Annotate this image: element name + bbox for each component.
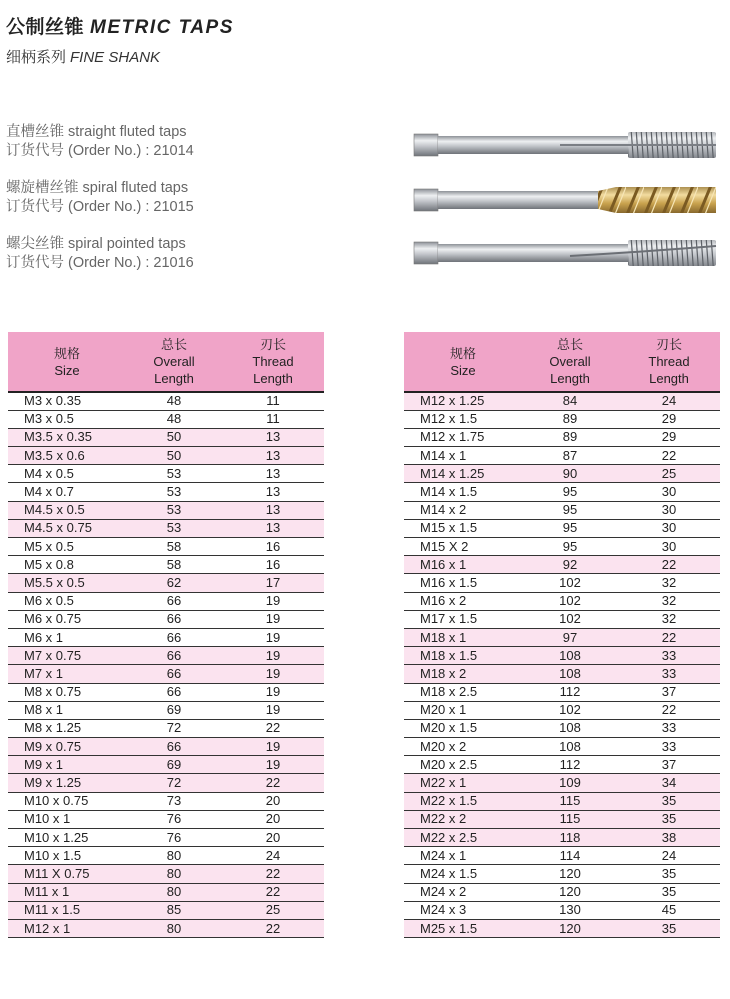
title-en: METRIC TAPS: [90, 17, 234, 38]
table-row: [404, 738, 720, 756]
size-cell: M20 x 2.5: [404, 756, 522, 774]
table-row: [404, 701, 720, 719]
thread-length-cell: 19: [222, 592, 324, 610]
table-row: [8, 683, 324, 701]
straight-fluted-tap-image: [410, 128, 720, 162]
overall-header-cn: 总长: [556, 337, 583, 352]
thread-length-cell: 13: [222, 519, 324, 537]
tap-type-order-no: 订货代号 (Order No.) : 21014: [6, 143, 194, 159]
thread-length-column-header: [618, 332, 720, 392]
table-row: [404, 756, 720, 774]
thread-length-cell: 20: [222, 829, 324, 847]
size-cell: M16 x 1.5: [404, 574, 522, 592]
thread-length-cell: 19: [222, 610, 324, 628]
thread-length-cell: 13: [222, 465, 324, 483]
thread-length-cell: 22: [222, 774, 324, 792]
table-row: [8, 719, 324, 737]
table-row: [8, 665, 324, 683]
table-row: [404, 465, 720, 483]
thread-length-cell: 33: [618, 719, 720, 737]
thread-length-cell: 32: [618, 610, 720, 628]
size-cell: M10 x 1: [8, 810, 126, 828]
size-cell: M8 x 1.25: [8, 719, 126, 737]
table-header-row: [404, 332, 720, 392]
size-cell: M9 x 0.75: [8, 738, 126, 756]
size-cell: M24 x 2: [404, 883, 522, 901]
table-row: [8, 756, 324, 774]
size-cell: M12 x 1.75: [404, 428, 522, 446]
table-row: [404, 628, 720, 646]
overall-header-en2: Length: [550, 371, 590, 386]
thread-length-cell: 30: [618, 538, 720, 556]
thread-length-column-header: [222, 332, 324, 392]
overall-length-cell: 97: [522, 628, 618, 646]
table-row: [404, 683, 720, 701]
size-cell: M3 x 0.35: [8, 392, 126, 410]
table-row: [8, 647, 324, 665]
thread-length-cell: 24: [222, 847, 324, 865]
table-row: [8, 774, 324, 792]
overall-header-en1: Overall: [549, 354, 591, 369]
size-cell: M10 x 1.5: [8, 847, 126, 865]
overall-length-cell: 89: [522, 428, 618, 446]
thread-length-cell: 25: [618, 465, 720, 483]
table-row: [404, 810, 720, 828]
overall-length-cell: 130: [522, 901, 618, 919]
size-cell: M10 x 0.75: [8, 792, 126, 810]
size-cell: M20 x 1.5: [404, 719, 522, 737]
overall-length-cell: 102: [522, 574, 618, 592]
thread-length-cell: 22: [618, 701, 720, 719]
overall-length-column-header: [522, 332, 618, 392]
size-cell: M5 x 0.8: [8, 556, 126, 574]
thread-length-cell: 22: [618, 556, 720, 574]
overall-length-cell: 69: [126, 701, 222, 719]
size-cell: M8 x 0.75: [8, 683, 126, 701]
thread-length-cell: 33: [618, 738, 720, 756]
overall-length-cell: 108: [522, 719, 618, 737]
overall-length-column-header: [126, 332, 222, 392]
size-cell: M4.5 x 0.5: [8, 501, 126, 519]
spec-table-left: [8, 332, 324, 938]
size-cell: M14 x 1.5: [404, 483, 522, 501]
thread-length-cell: 30: [618, 483, 720, 501]
overall-length-cell: 102: [522, 592, 618, 610]
overall-length-cell: 66: [126, 647, 222, 665]
thread-length-cell: 13: [222, 483, 324, 501]
size-cell: M20 x 1: [404, 701, 522, 719]
overall-length-cell: 95: [522, 538, 618, 556]
size-cell: M16 x 2: [404, 592, 522, 610]
table-row: [404, 592, 720, 610]
size-cell: M7 x 1: [8, 665, 126, 683]
size-cell: M11 x 1: [8, 883, 126, 901]
tap-type-spiral-fluted: [6, 179, 194, 217]
thread-length-cell: 29: [618, 428, 720, 446]
table-row: [8, 447, 324, 465]
thread-length-cell: 19: [222, 756, 324, 774]
thread-length-cell: 20: [222, 810, 324, 828]
overall-length-cell: 114: [522, 847, 618, 865]
thread-length-cell: 32: [618, 592, 720, 610]
overall-length-cell: 115: [522, 792, 618, 810]
table-row: [404, 392, 720, 410]
table-row: [404, 501, 720, 519]
size-cell: M14 x 1: [404, 447, 522, 465]
overall-length-cell: 115: [522, 810, 618, 828]
overall-length-cell: 112: [522, 756, 618, 774]
thread-header-en2: Length: [649, 371, 689, 386]
table-row: [8, 465, 324, 483]
table-row: [8, 701, 324, 719]
table-header-row: [8, 332, 324, 392]
overall-length-cell: 50: [126, 428, 222, 446]
thread-length-cell: 19: [222, 738, 324, 756]
size-header-cn: 规格: [53, 345, 80, 361]
size-cell: M22 x 2: [404, 810, 522, 828]
thread-length-cell: 24: [618, 847, 720, 865]
overall-length-cell: 53: [126, 519, 222, 537]
table-row: [8, 538, 324, 556]
table-row: [8, 410, 324, 428]
overall-length-cell: 120: [522, 883, 618, 901]
overall-length-cell: 108: [522, 647, 618, 665]
table-row: [8, 847, 324, 865]
overall-length-cell: 62: [126, 574, 222, 592]
thread-header-cn: 刃长: [259, 337, 286, 352]
thread-length-cell: 32: [618, 574, 720, 592]
thread-length-cell: 22: [222, 865, 324, 883]
table-row: [404, 919, 720, 937]
page-subtitle: [6, 46, 160, 67]
overall-length-cell: 80: [126, 865, 222, 883]
overall-length-cell: 87: [522, 447, 618, 465]
thread-length-cell: 37: [618, 683, 720, 701]
size-cell: M6 x 0.5: [8, 592, 126, 610]
overall-length-cell: 102: [522, 610, 618, 628]
overall-header-en2: Length: [154, 371, 194, 386]
size-cell: M22 x 1: [404, 774, 522, 792]
overall-length-cell: 58: [126, 556, 222, 574]
size-cell: M15 x 1.5: [404, 519, 522, 537]
table-row: [404, 538, 720, 556]
thread-length-cell: 13: [222, 447, 324, 465]
overall-length-cell: 73: [126, 792, 222, 810]
overall-length-cell: 85: [126, 901, 222, 919]
size-cell: M3.5 x 0.35: [8, 428, 126, 446]
spec-table-right: [404, 332, 720, 938]
tap-type-spiral-pointed: [6, 235, 194, 273]
tap-type-order-no: 订货代号 (Order No.) : 21016: [6, 255, 194, 271]
thread-length-cell: 38: [618, 829, 720, 847]
size-cell: M14 x 1.25: [404, 465, 522, 483]
table-row: [8, 810, 324, 828]
size-cell: M18 x 1.5: [404, 647, 522, 665]
table-row: [8, 574, 324, 592]
thread-length-cell: 30: [618, 501, 720, 519]
thread-length-cell: 24: [618, 392, 720, 410]
thread-length-cell: 33: [618, 665, 720, 683]
thread-header-en2: Length: [253, 371, 293, 386]
thread-length-cell: 19: [222, 683, 324, 701]
thread-length-cell: 30: [618, 519, 720, 537]
table-row: [8, 865, 324, 883]
thread-length-cell: 35: [618, 919, 720, 937]
size-cell: M24 x 1: [404, 847, 522, 865]
overall-length-cell: 89: [522, 410, 618, 428]
overall-header-en1: Overall: [153, 354, 195, 369]
thread-length-cell: 37: [618, 756, 720, 774]
overall-length-cell: 108: [522, 738, 618, 756]
thread-length-cell: 35: [618, 865, 720, 883]
page-title: [6, 12, 234, 39]
overall-length-cell: 66: [126, 610, 222, 628]
size-cell: M17 x 1.5: [404, 610, 522, 628]
title-cn: 公制丝锥: [6, 17, 85, 38]
size-cell: M4.5 x 0.75: [8, 519, 126, 537]
table-row: [404, 556, 720, 574]
overall-length-cell: 95: [522, 501, 618, 519]
size-cell: M5 x 0.5: [8, 538, 126, 556]
thread-header-cn: 刃长: [655, 337, 682, 352]
table-row: [8, 428, 324, 446]
spec-table-right-body: [404, 392, 720, 938]
size-cell: M11 X 0.75: [8, 865, 126, 883]
size-cell: M15 X 2: [404, 538, 522, 556]
thread-length-cell: 29: [618, 410, 720, 428]
overall-length-cell: 66: [126, 683, 222, 701]
table-row: [8, 483, 324, 501]
table-row: [404, 792, 720, 810]
overall-length-cell: 108: [522, 665, 618, 683]
size-header-en: Size: [450, 362, 476, 378]
size-cell: M12 x 1.25: [404, 392, 522, 410]
thread-length-cell: 22: [618, 628, 720, 646]
size-column-header: [8, 332, 126, 392]
size-header-cn: 规格: [449, 345, 476, 361]
size-cell: M10 x 1.25: [8, 829, 126, 847]
table-row: [8, 556, 324, 574]
table-row: [404, 774, 720, 792]
overall-length-cell: 58: [126, 538, 222, 556]
size-cell: M12 x 1.5: [404, 410, 522, 428]
thread-length-cell: 34: [618, 774, 720, 792]
thread-length-cell: 19: [222, 665, 324, 683]
size-cell: M4 x 0.7: [8, 483, 126, 501]
overall-length-cell: 95: [522, 483, 618, 501]
size-cell: M18 x 1: [404, 628, 522, 646]
thread-length-cell: 17: [222, 574, 324, 592]
thread-length-cell: 22: [222, 919, 324, 937]
size-cell: M22 x 1.5: [404, 792, 522, 810]
thread-length-cell: 22: [222, 883, 324, 901]
table-row: [8, 592, 324, 610]
table-row: [404, 519, 720, 537]
overall-length-cell: 118: [522, 829, 618, 847]
overall-length-cell: 48: [126, 410, 222, 428]
tap-type-straight: [6, 123, 194, 161]
size-header-en: Size: [54, 362, 80, 378]
overall-length-cell: 66: [126, 738, 222, 756]
thread-length-cell: 16: [222, 538, 324, 556]
tap-type-order-no: 订货代号 (Order No.) : 21015: [6, 199, 194, 215]
size-cell: M22 x 2.5: [404, 829, 522, 847]
spiral-fluted-tap-image: [410, 183, 720, 217]
size-cell: M12 x 1: [8, 919, 126, 937]
overall-length-cell: 80: [126, 919, 222, 937]
size-cell: M24 x 3: [404, 901, 522, 919]
table-row: [8, 883, 324, 901]
thread-length-cell: 13: [222, 501, 324, 519]
overall-length-cell: 120: [522, 919, 618, 937]
table-row: [8, 738, 324, 756]
subtitle-cn: 细柄系列: [6, 49, 67, 66]
table-row: [404, 665, 720, 683]
table-row: [8, 392, 324, 410]
thread-length-cell: 25: [222, 901, 324, 919]
overall-length-cell: 120: [522, 865, 618, 883]
table-row: [8, 901, 324, 919]
table-row: [404, 410, 720, 428]
size-cell: M4 x 0.5: [8, 465, 126, 483]
table-row: [404, 428, 720, 446]
size-cell: M18 x 2: [404, 665, 522, 683]
thread-length-cell: 45: [618, 901, 720, 919]
size-cell: M16 x 1: [404, 556, 522, 574]
table-row: [404, 574, 720, 592]
overall-length-cell: 80: [126, 883, 222, 901]
table-row: [8, 919, 324, 937]
subtitle-en: FINE SHANK: [70, 49, 161, 66]
table-row: [8, 792, 324, 810]
table-row: [8, 519, 324, 537]
overall-length-cell: 76: [126, 829, 222, 847]
overall-header-cn: 总长: [160, 337, 187, 352]
overall-length-cell: 72: [126, 719, 222, 737]
size-cell: M9 x 1: [8, 756, 126, 774]
thread-length-cell: 16: [222, 556, 324, 574]
thread-length-cell: 19: [222, 628, 324, 646]
size-cell: M3 x 0.5: [8, 410, 126, 428]
size-cell: M8 x 1: [8, 701, 126, 719]
thread-length-cell: 19: [222, 647, 324, 665]
overall-length-cell: 90: [522, 465, 618, 483]
thread-length-cell: 22: [222, 719, 324, 737]
overall-length-cell: 80: [126, 847, 222, 865]
overall-length-cell: 53: [126, 483, 222, 501]
overall-length-cell: 92: [522, 556, 618, 574]
table-row: [404, 901, 720, 919]
tap-type-name: 螺尖丝锥 spiral pointed taps: [6, 236, 186, 252]
overall-length-cell: 66: [126, 628, 222, 646]
thread-length-cell: 35: [618, 883, 720, 901]
overall-length-cell: 95: [522, 519, 618, 537]
overall-length-cell: 66: [126, 665, 222, 683]
overall-length-cell: 48: [126, 392, 222, 410]
thread-length-cell: 33: [618, 647, 720, 665]
tap-type-name: 螺旋槽丝锥 spiral fluted taps: [6, 180, 189, 196]
thread-length-cell: 13: [222, 428, 324, 446]
size-cell: M5.5 x 0.5: [8, 574, 126, 592]
table-row: [404, 647, 720, 665]
size-cell: M7 x 0.75: [8, 647, 126, 665]
overall-length-cell: 69: [126, 756, 222, 774]
overall-length-cell: 84: [522, 392, 618, 410]
overall-length-cell: 53: [126, 501, 222, 519]
size-cell: M6 x 0.75: [8, 610, 126, 628]
table-row: [404, 447, 720, 465]
size-cell: M6 x 1: [8, 628, 126, 646]
size-cell: M3.5 x 0.6: [8, 447, 126, 465]
thread-header-en1: Thread: [252, 354, 294, 369]
table-row: [404, 610, 720, 628]
size-cell: M25 x 1.5: [404, 919, 522, 937]
overall-length-cell: 109: [522, 774, 618, 792]
thread-length-cell: 19: [222, 701, 324, 719]
overall-length-cell: 50: [126, 447, 222, 465]
size-cell: M14 x 2: [404, 501, 522, 519]
table-row: [404, 719, 720, 737]
overall-length-cell: 76: [126, 810, 222, 828]
size-cell: M18 x 2.5: [404, 683, 522, 701]
spec-table-left-body: [8, 392, 324, 938]
table-row: [8, 628, 324, 646]
thread-length-cell: 20: [222, 792, 324, 810]
overall-length-cell: 72: [126, 774, 222, 792]
tap-type-name: 直槽丝锥 straight fluted taps: [6, 124, 187, 140]
size-cell: M9 x 1.25: [8, 774, 126, 792]
table-row: [404, 883, 720, 901]
size-cell: M11 x 1.5: [8, 901, 126, 919]
overall-length-cell: 53: [126, 465, 222, 483]
table-row: [8, 829, 324, 847]
table-row: [8, 610, 324, 628]
thread-length-cell: 22: [618, 447, 720, 465]
thread-length-cell: 11: [222, 392, 324, 410]
overall-length-cell: 102: [522, 701, 618, 719]
table-row: [404, 865, 720, 883]
size-cell: M20 x 2: [404, 738, 522, 756]
thread-length-cell: 35: [618, 810, 720, 828]
thread-length-cell: 35: [618, 792, 720, 810]
table-row: [8, 501, 324, 519]
size-column-header: [404, 332, 522, 392]
thread-header-en1: Thread: [648, 354, 690, 369]
table-row: [404, 829, 720, 847]
table-row: [404, 483, 720, 501]
thread-length-cell: 11: [222, 410, 324, 428]
overall-length-cell: 66: [126, 592, 222, 610]
spiral-pointed-tap-image: [410, 236, 720, 270]
table-row: [404, 847, 720, 865]
size-cell: M24 x 1.5: [404, 865, 522, 883]
overall-length-cell: 112: [522, 683, 618, 701]
